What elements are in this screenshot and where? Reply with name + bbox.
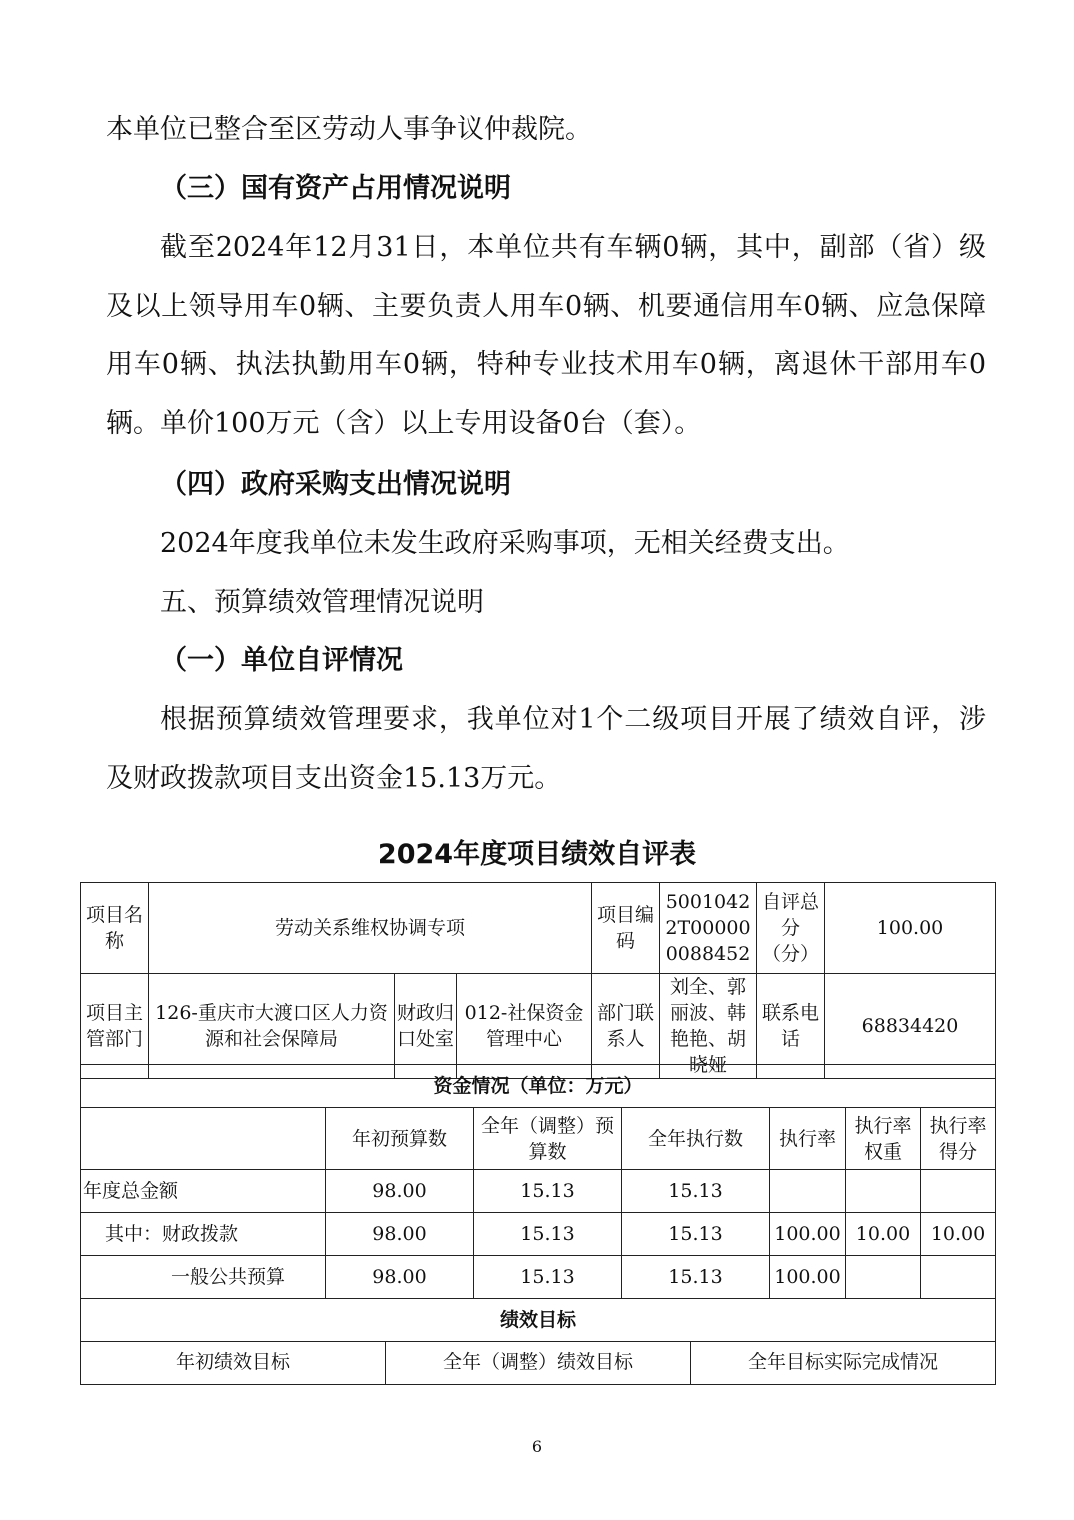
table-title: 2024年度项目绩效自评表 <box>377 839 697 870</box>
cell-score <box>921 1170 996 1213</box>
contact-label: 部门联系人 <box>592 974 660 1079</box>
dept-label: 项目主管部门 <box>81 974 149 1079</box>
paragraph-arbitration-note: 本单位已整合至区劳动人事争议仲裁院。 <box>106 114 592 145</box>
table-row <box>81 1170 996 1213</box>
cell-executed: 15.13 <box>622 1213 770 1256</box>
cell-score: 10.00 <box>921 1213 996 1256</box>
finance-office-label: 财政归口处室 <box>395 974 457 1079</box>
cell-adjusted: 15.13 <box>474 1213 622 1256</box>
project-info-table <box>80 882 996 1079</box>
cell-weight <box>846 1256 921 1299</box>
cell-initial: 98.00 <box>326 1170 474 1213</box>
project-code-label: 项目编码 <box>592 883 660 974</box>
cell-score <box>921 1256 996 1299</box>
goals-table <box>80 1341 996 1385</box>
col-rate-score: 执行率得分 <box>921 1108 996 1170</box>
cell-weight <box>846 1170 921 1213</box>
project-name-value: 劳动关系维权协调专项 <box>149 883 592 974</box>
heading-self-evaluation: （一）单位自评情况 <box>160 645 403 676</box>
col-actual-completion: 全年目标实际完成情况 <box>691 1341 996 1384</box>
row-label: 其中：财政拨款 <box>81 1213 326 1256</box>
cell-rate: 100.00 <box>770 1256 846 1299</box>
cell-executed: 15.13 <box>622 1170 770 1213</box>
dept-value: 126-重庆市大渡口区人力资源和社会保障局 <box>149 974 395 1079</box>
col-rate-weight: 执行率权重 <box>846 1108 921 1170</box>
table-row <box>81 1256 996 1299</box>
col-initial-goal: 年初绩效目标 <box>81 1341 386 1384</box>
row-label: 一般公共预算 <box>81 1256 326 1299</box>
cell-rate: 100.00 <box>770 1213 846 1256</box>
finance-office-value: 012-社保资金管理中心 <box>457 974 592 1079</box>
funds-table <box>80 1064 996 1342</box>
page-number: 6 <box>531 1437 543 1456</box>
cell-rate <box>770 1170 846 1213</box>
contact-value: 刘全、郭丽波、韩艳艳、胡晓娅 <box>660 974 757 1079</box>
paragraph-self-evaluation: 根据预算绩效管理要求，我单位对1个二级项目开展了绩效自评，涉及财政拨款项目支出资金15.13万元。 <box>106 704 986 794</box>
col-adjusted-goal: 全年（调整）绩效目标 <box>386 1341 691 1384</box>
self-score-label: 自评总分（分） <box>757 883 825 974</box>
phone-value: 68834420 <box>825 974 996 1079</box>
paragraph-government-procurement: 2024年度我单位未发生政府采购事项，无相关经费支出。 <box>160 528 850 559</box>
heading-government-procurement: （四）政府采购支出情况说明 <box>160 469 511 500</box>
col-initial-budget: 年初预算数 <box>326 1108 474 1170</box>
col-executed: 全年执行数 <box>622 1108 770 1170</box>
project-code-value: 50010422T000000088452 <box>660 883 757 974</box>
self-score-value: 100.00 <box>825 883 996 974</box>
cell-initial: 98.00 <box>326 1256 474 1299</box>
row-label: 年度总金额 <box>81 1170 326 1213</box>
cell-weight: 10.00 <box>846 1213 921 1256</box>
goals-section-header: 绩效目标 <box>81 1299 996 1342</box>
heading-section-five: 五、预算绩效管理情况说明 <box>160 587 484 618</box>
paragraph-state-assets: 截至2024年12月31日，本单位共有车辆0辆，其中，副部（省）级及以上领导用车0辆、主要负责人用车0辆、机要通信用车0辆、应急保障用车0辆、执法执勤用车0辆，特种专业技术用车0辆，离退休干部用车0辆。单价100万元（含）以上专用设备0台（套）。 <box>106 232 986 439</box>
cell-executed: 15.13 <box>622 1256 770 1299</box>
funds-corner-cell <box>81 1108 326 1170</box>
col-execution-rate: 执行率 <box>770 1108 846 1170</box>
funds-section-header: 资金情况（单位：万元） <box>81 1065 996 1108</box>
cell-initial: 98.00 <box>326 1213 474 1256</box>
phone-label: 联系电话 <box>757 974 825 1079</box>
col-adjusted-budget: 全年（调整）预算数 <box>474 1108 622 1170</box>
project-name-label: 项目名称 <box>81 883 149 974</box>
cell-adjusted: 15.13 <box>474 1170 622 1213</box>
heading-state-assets: （三）国有资产占用情况说明 <box>160 173 511 204</box>
cell-adjusted: 15.13 <box>474 1256 622 1299</box>
table-row <box>81 1213 996 1256</box>
